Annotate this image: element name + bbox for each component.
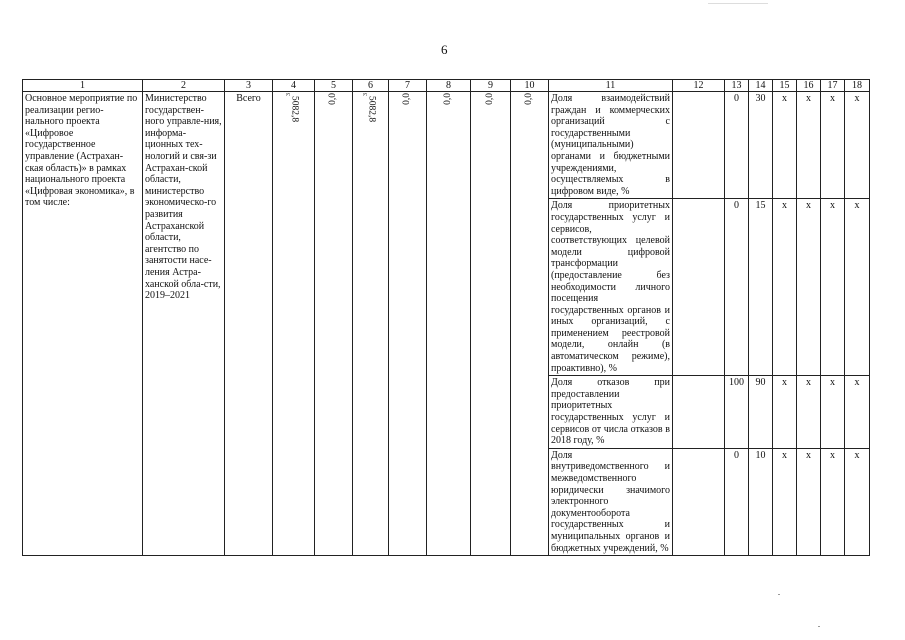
indicator-col18: х [845,448,870,555]
header-cell: 5 [315,80,353,92]
header-cell: 1 [23,80,143,92]
indicator-col16: х [797,92,821,199]
header-cell: 4 [273,80,315,92]
indicator-col12 [673,199,725,376]
funding-col4: 5082,8$^3$ [273,92,315,556]
header-cell: 16 [797,80,821,92]
header-cell: 2 [143,80,225,92]
indicator-col15: х [773,376,797,449]
indicator-col18: х [845,376,870,449]
header-cell: 7 [389,80,427,92]
indicator-col17: х [821,92,845,199]
indicator-col18: х [845,199,870,376]
indicator-col13: 100 [725,376,749,449]
indicator-name: Доля приоритетных государственных услуг и сервисов, соответствующих целевой модели цифровой трансформации (предоставление без необходимости личного посещения государственных органов и иных организаций, с применением реестровой модели, онлайн (в автоматическом режиме), проактивно), % [549,199,673,376]
funding-col9: 0,0 [471,92,511,556]
header-cell: 12 [673,80,725,92]
scan-artifact [708,3,768,4]
indicator-col13: 0 [725,199,749,376]
scan-artifact [818,626,820,627]
indicator-col16: х [797,376,821,449]
program-table [22,79,870,556]
indicator-col16: х [797,199,821,376]
indicator-col14: 10 [749,448,773,555]
header-cell: 11 [549,80,673,92]
scan-artifact [778,594,780,595]
indicator-col12 [673,376,725,449]
funding-col10: 0,0 [511,92,549,556]
executors: Министерство государствен-ного управле-ния, информа-ционных тех-нологий и свя-зи Астрахан-ской области, министерство экономическо-го развития Астраханской области, агентство по занятости насе-ления Астра-ханской обла-сти, 2019–2021 [143,92,225,556]
funding-col6: 5082,8$^3$ [353,92,389,556]
indicator-col15: х [773,92,797,199]
activity-name: Основное мероприятие по реализации регио-нального проекта «Цифровое государственное управление (Астрахан-ская область)» в рамках национального проекта «Цифровая экономика», в том числе: [23,92,143,556]
indicator-col17: х [821,376,845,449]
funding-total-label: Всего [225,92,273,556]
indicator-col17: х [821,199,845,376]
indicator-col13: 0 [725,448,749,555]
header-cell: 17 [821,80,845,92]
funding-col5: 0,0 [315,92,353,556]
indicator-col15: х [773,199,797,376]
table-row [23,92,870,199]
funding-col7: 0,0 [389,92,427,556]
header-cell: 8 [427,80,471,92]
indicator-col16: х [797,448,821,555]
indicator-col12 [673,448,725,555]
header-cell: 6 [353,80,389,92]
header-cell: 14 [749,80,773,92]
header-cell: 10 [511,80,549,92]
indicator-name: Доля взаимодействий граждан и коммерческих организаций с государственными (муниципальными) органами и бюджетными учреждениями, осуществляемых в цифровом виде, % [549,92,673,199]
indicator-name: Доля отказов при предоставлении приоритетных государственных услуг и сервисов от числа отказов в 2018 году, % [549,376,673,449]
header-cell: 3 [225,80,273,92]
header-cell: 18 [845,80,870,92]
indicator-col14: 15 [749,199,773,376]
indicator-col18: х [845,92,870,199]
indicator-col12 [673,92,725,199]
indicator-col15: х [773,448,797,555]
header-row [23,80,870,92]
indicator-col14: 90 [749,376,773,449]
header-cell: 13 [725,80,749,92]
indicator-col14: 30 [749,92,773,199]
funding-col8: 0,0 [427,92,471,556]
header-cell: 9 [471,80,511,92]
indicator-col17: х [821,448,845,555]
indicator-col13: 0 [725,92,749,199]
page-number: 6 [441,42,448,57]
header-cell: 15 [773,80,797,92]
indicator-name: Доля внутриведомственного и межведомственного юридически значимого электронного документооборота государственных и муниципальных органов и бюджетных учреждений, % [549,448,673,555]
